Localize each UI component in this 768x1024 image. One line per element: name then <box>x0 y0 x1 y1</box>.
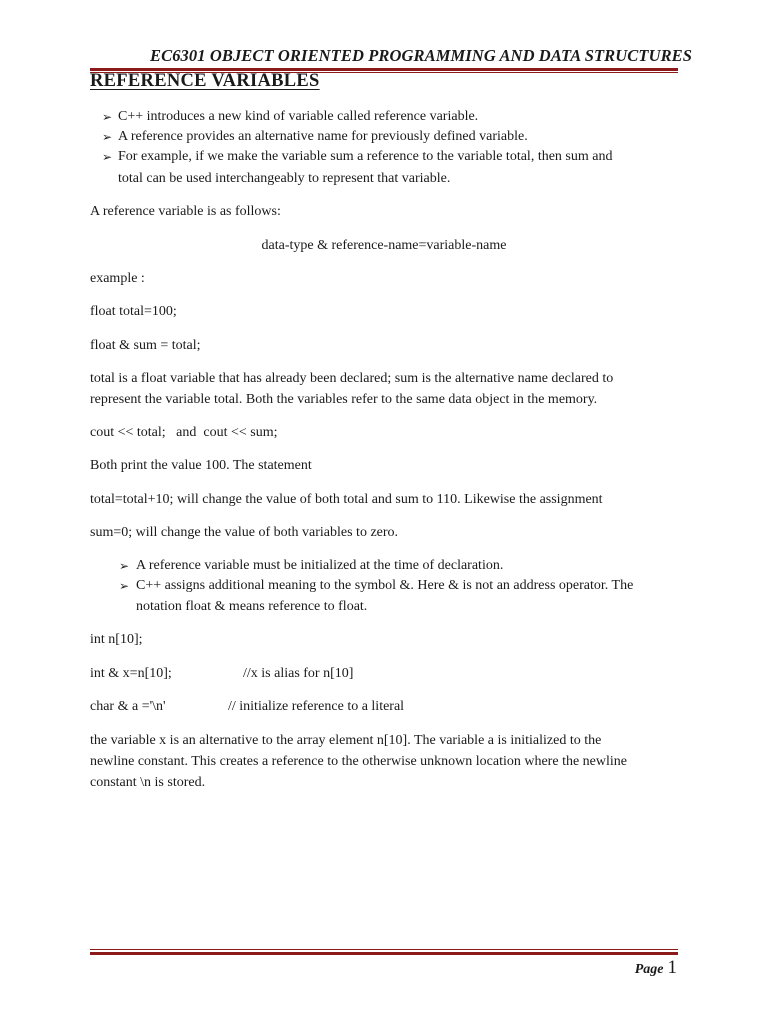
syntax-line: data-type & reference-name=variable-name <box>261 238 507 253</box>
rule-bullet-2-line-1: C++ assigns additional meaning to the symbol &. Here & is not an address operator. The <box>136 578 634 593</box>
closing-line-2: newline constant. This creates a reference to the otherwise unknown location where the newline <box>90 754 627 769</box>
arrow-bullet-icon: ➢ <box>102 130 113 144</box>
syntax-intro: A reference variable is as follows: <box>90 204 281 219</box>
intro-bullet-1: C++ introduces a new kind of variable called reference variable. <box>118 109 479 124</box>
explanation-line-1: total is a float variable that has already been declared; sum is the alternative name declared to <box>90 371 614 386</box>
arrow-bullet-icon: ➢ <box>102 150 113 164</box>
code-float-sum: float & sum = total; <box>90 338 201 353</box>
intro-bullet-3-line-1: For example, if we make the variable sum a reference to the variable total, then sum and <box>118 149 613 164</box>
page-label: Page <box>634 962 664 977</box>
assign-line-2: sum=0; will change the value of both variables to zero. <box>90 525 399 540</box>
course-title: EC6301 OBJECT ORIENTED PROGRAMMING AND DATA STRUCTURES <box>150 46 693 65</box>
code-float-total: float total=100; <box>90 304 177 319</box>
closing-line-3: constant \n is stored. <box>90 775 206 790</box>
arrow-bullet-icon: ➢ <box>119 579 130 593</box>
intro-bullet-2: A reference provides an alternative name for previously defined variable. <box>118 129 528 144</box>
example-label: example : <box>90 271 145 286</box>
code-alias-decl: int & x=n[10]; <box>90 666 172 681</box>
arrow-bullet-icon: ➢ <box>119 559 130 573</box>
assign-line-1: total=total+10; will change the value of both total and sum to 110. Likewise the assignment <box>90 492 603 507</box>
explanation-line-2: represent the variable total. Both the variables refer to the same data object in the memory. <box>90 392 598 407</box>
page-footer <box>635 957 677 979</box>
page-number: 1 <box>667 957 677 978</box>
code-char-decl: char & a ='\n' <box>90 699 166 714</box>
closing-line-1: the variable x is an alternative to the array element n[10]. The variable a is initialized to the <box>90 733 602 748</box>
arrow-bullet-icon: ➢ <box>102 110 113 124</box>
cout-line: cout << total; and cout << sum; <box>90 425 278 440</box>
print-line: Both print the value 100. The statement <box>90 458 312 473</box>
intro-bullet-3-line-2: total can be used interchangeably to represent that variable. <box>118 171 451 186</box>
footer-rule-thick <box>90 952 678 955</box>
rule-bullet-1: A reference variable must be initialized at the time of declaration. <box>136 558 504 573</box>
rule-bullet-2-line-2: notation float & means reference to float. <box>136 599 368 614</box>
code-char-comment: // initialize reference to a literal <box>228 699 405 714</box>
footer-rule-thin <box>90 949 678 950</box>
section-title: REFERENCE VARIABLES <box>90 71 320 91</box>
code-alias-comment: //x is alias for n[10] <box>243 666 354 681</box>
code-array-decl: int n[10]; <box>90 632 143 647</box>
